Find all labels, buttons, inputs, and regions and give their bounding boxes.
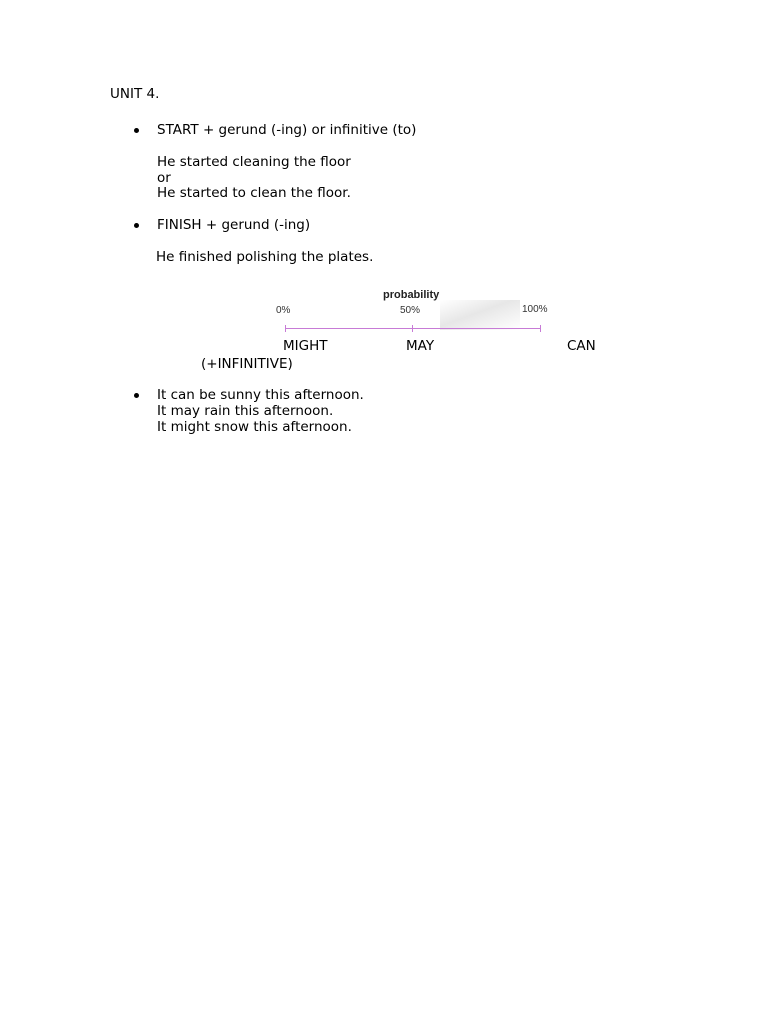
label-100-percent: 100% bbox=[522, 304, 548, 315]
start-connector: or bbox=[157, 170, 171, 186]
finish-example: He finished polishing the plates. bbox=[156, 249, 374, 265]
probability-title: probability bbox=[383, 289, 440, 301]
start-example-1: He started cleaning the floor bbox=[157, 154, 351, 170]
page-title: UNIT 4. bbox=[110, 86, 160, 102]
finish-rule: FINISH + gerund (-ing) bbox=[157, 217, 311, 233]
tick-0-percent bbox=[285, 325, 286, 332]
example-line-2: It may rain this afternoon. bbox=[157, 403, 334, 419]
bullet-icon bbox=[134, 128, 139, 133]
start-rule: START + gerund (-ing) or infinitive (to) bbox=[157, 122, 417, 138]
start-example-2: He started to clean the floor. bbox=[157, 185, 351, 201]
example-line-3: It might snow this afternoon. bbox=[157, 419, 352, 435]
label-0-percent: 0% bbox=[276, 305, 291, 316]
probability-line bbox=[285, 328, 541, 329]
infinitive-note: (+INFINITIVE) bbox=[201, 356, 293, 372]
tick-100-percent bbox=[540, 325, 541, 332]
modal-might: MIGHT bbox=[283, 338, 328, 354]
modal-can: CAN bbox=[567, 338, 596, 354]
bullet-icon bbox=[134, 223, 139, 228]
image-glare bbox=[440, 300, 520, 330]
tick-50-percent bbox=[412, 325, 413, 332]
example-line-1: It can be sunny this afternoon. bbox=[157, 387, 364, 403]
bullet-icon bbox=[134, 393, 139, 398]
modal-may: MAY bbox=[406, 338, 435, 354]
label-50-percent: 50% bbox=[400, 305, 421, 316]
